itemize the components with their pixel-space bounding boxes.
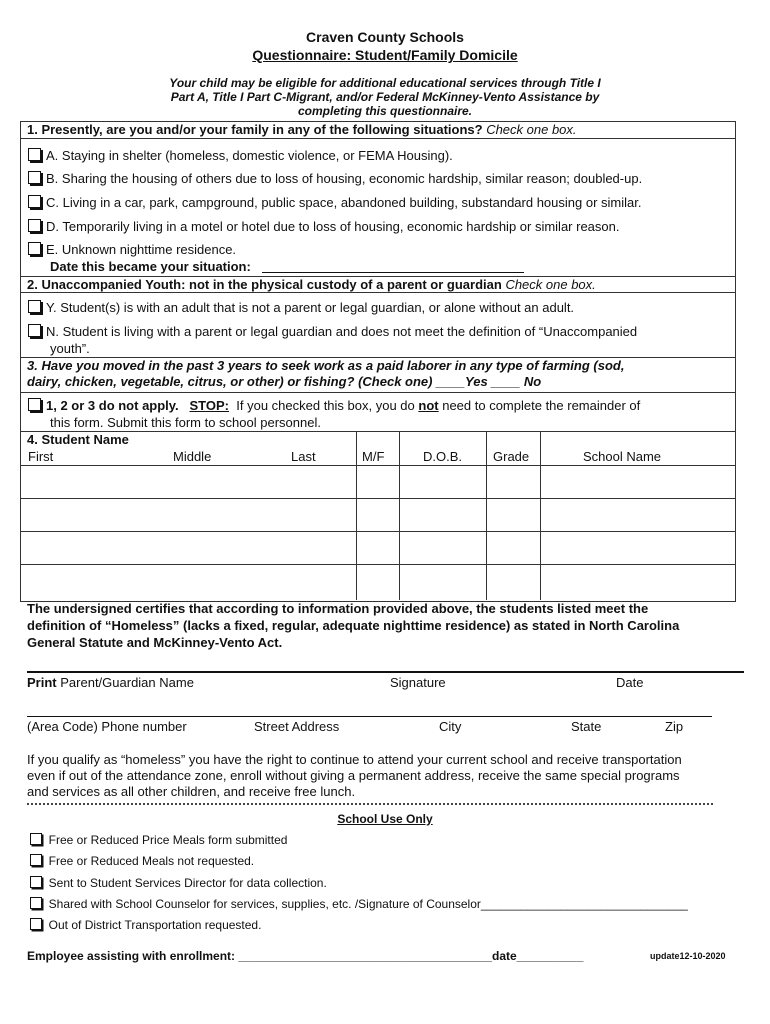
checkbox-icon[interactable] (28, 171, 41, 184)
q1-date-label: Date this became your situation: (50, 259, 251, 274)
intro-text: Your child may be eligible for additional educational services through Title I Part A, Title I Part C-Migrant, and/or Federal McKinney-Vento Assistance by completing this questionnaire. (169, 76, 601, 118)
checkbox-icon[interactable] (28, 242, 41, 255)
date-label: Date (616, 675, 644, 690)
q2-question: 2. Unaccompanied Youth: not in the physical custody of a parent or guardian Check one box. (27, 277, 596, 292)
student-row-3[interactable] (21, 532, 734, 564)
q1-option-b[interactable]: B. Sharing the housing of others due to loss of housing, economic hardship, similar reason; doubled-up. (28, 171, 642, 186)
print-name-label: Print Parent/Guardian Name (27, 675, 194, 690)
checkbox-icon[interactable] (30, 876, 42, 888)
col-dob: D.O.B. (423, 449, 463, 464)
school-use-item-1[interactable]: Free or Reduced Price Meals form submitted (30, 833, 287, 847)
zip-label: Zip (665, 719, 684, 734)
checkbox-icon[interactable] (28, 195, 41, 208)
q1-option-c[interactable]: C. Living in a car, park, campground, public space, abandoned building, substandard housing or similar. (28, 195, 641, 210)
student-row-1[interactable] (21, 466, 734, 498)
q2-option-y[interactable]: Y. Student(s) is with an adult that is not a parent or legal guardian, or alone without an adult. (28, 300, 574, 315)
update-stamp: update12-10-2020 (650, 951, 726, 961)
q2-option-n-cont: youth”. (50, 341, 90, 356)
street-label: Street Address (254, 719, 340, 734)
checkbox-icon[interactable] (28, 300, 41, 313)
q1-option-d[interactable]: D. Temporarily living in a motel or hotel due to loss of housing, economic hardship or similar reason. (28, 219, 619, 234)
signature-label: Signature (390, 675, 446, 690)
checkbox-icon[interactable] (28, 219, 41, 232)
checkbox-icon[interactable] (30, 833, 42, 845)
q1-question: 1. Presently, are you and/or your family in any of the following situations? Check one box. (27, 122, 577, 137)
form-subtitle: Questionnaire: Student/Family Domicile (252, 47, 518, 63)
col-school-name: School Name (583, 449, 662, 464)
dotted-divider (27, 803, 713, 805)
q1-option-a[interactable]: A. Staying in shelter (homeless, domestic violence, or FEMA Housing). (28, 148, 453, 163)
student-row-4[interactable] (21, 565, 734, 599)
rights-text: If you qualify as “homeless” you have the right to continue to attend your current school and receive transportation even if out of the attendance zone, enroll without giving a permanent address, receive the same special programs and services as all other children, and receive free lunch. (27, 752, 682, 799)
q4-title: 4. Student Name (27, 432, 129, 447)
q2-option-n[interactable]: N. Student is living with a parent or legal guardian and does not meet the definition of “Unaccompanied (28, 324, 637, 339)
checkbox-icon[interactable] (28, 324, 41, 337)
q3-question: 3. Have you moved in the past 3 years to seek work as a paid laborer in any type of farming (sod, dairy, chicken, vegetable, citrus, or other) or fishing? (Check one) ____Yes ____ No (27, 358, 625, 389)
col-first: First (28, 449, 54, 464)
date-situation-line[interactable] (262, 272, 524, 273)
school-use-item-3[interactable]: Sent to Student Services Director for data collection. (30, 876, 327, 890)
checkbox-icon[interactable] (28, 398, 41, 411)
school-use-item-2[interactable]: Free or Reduced Meals not requested. (30, 854, 254, 868)
school-use-title: School Use Only (337, 812, 433, 826)
signature-line[interactable] (27, 671, 744, 673)
certify-text: The undersigned certifies that according to information provided above, the students listed meet the definition of “Homeless” (lacks a fixed, regular, adequate nighttime residence) as stated in North Carolina General Statute and McKinney-Vento Act. (27, 601, 680, 650)
q1-option-e[interactable]: E. Unknown nighttime residence. (28, 242, 236, 257)
col-last: Last (291, 449, 316, 464)
school-use-item-4[interactable]: Shared with School Counselor for services, supplies, etc. /Signature of Counselor_______________________________ (30, 897, 688, 911)
col-grade: Grade (493, 449, 530, 464)
checkbox-icon[interactable] (30, 897, 42, 909)
state-label: State (571, 719, 602, 734)
school-use-item-5[interactable]: Out of District Transportation requested. (30, 918, 261, 932)
checkbox-icon[interactable] (30, 854, 42, 866)
employee-assisting[interactable]: Employee assisting with enrollment: ______________________________________date__________ (27, 949, 584, 963)
col-middle: Middle (173, 449, 212, 464)
phone-label: (Area Code) Phone number (27, 719, 187, 734)
city-label: City (439, 719, 462, 734)
col-mf: M/F (362, 449, 385, 464)
q3-not-apply[interactable]: 1, 2 or 3 do not apply. STOP: If you checked this box, you do not need to complete the remainder of (28, 398, 640, 413)
checkbox-icon[interactable] (28, 148, 41, 161)
form-title: Craven County Schools (306, 29, 464, 45)
checkbox-icon[interactable] (30, 918, 42, 930)
student-row-2[interactable] (21, 499, 734, 531)
q3-not-apply-cont: this form. Submit this form to school personnel. (50, 415, 321, 430)
address-line[interactable] (27, 716, 712, 717)
